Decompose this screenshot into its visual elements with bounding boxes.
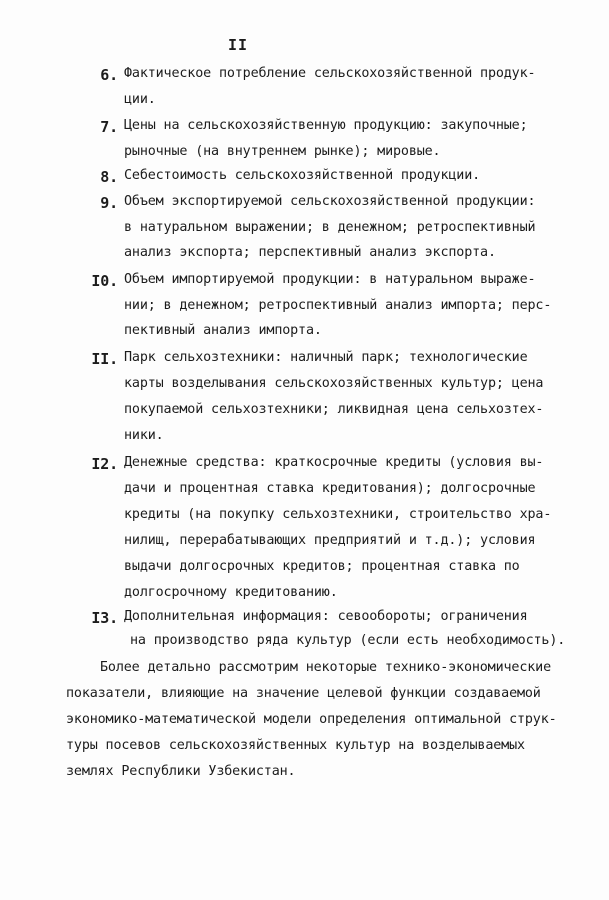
- list-item-line: Парк сельхозтехники: наличный парк; технологические: [124, 350, 528, 365]
- list-item-line: рыночные (на внутреннем рынке); мировые.: [124, 144, 441, 159]
- list-item-line: дачи и процентная ставка кредитования); долгосрочные: [124, 481, 536, 496]
- list-item-line: Фактическое потребление сельскохозяйственной продук-: [124, 66, 536, 81]
- list-item-number: I0.: [91, 272, 118, 290]
- list-item-line: нилищ, перерабатывающих предприятий и т.д.); условия: [124, 533, 536, 548]
- list-item-line: анализ экспорта; перспективный анализ экспорта.: [124, 245, 496, 260]
- list-item-line: ники.: [124, 428, 164, 443]
- page-number: II: [228, 36, 249, 54]
- list-item-number: I3.: [91, 609, 118, 627]
- list-item-line: Денежные средства: краткосрочные кредиты (условия вы-: [124, 455, 544, 470]
- list-item-line: Дополнительная информация: севообороты; ограничения: [124, 609, 528, 624]
- list-item-number: II.: [91, 350, 118, 368]
- list-item-line: ции.: [124, 92, 156, 107]
- list-item-line: пективный анализ импорта.: [124, 323, 322, 338]
- paragraph-line: Более детально рассмотрим некоторые технико-экономические: [100, 660, 551, 675]
- list-item-number: 6.: [100, 66, 118, 84]
- list-item-line: Себестоимость сельскохозяйственной продукции.: [124, 168, 481, 183]
- list-item-line: выдачи долгосрочных кредитов; процентная ставка по: [124, 559, 520, 574]
- list-item-line: карты возделывания сельскохозяйственных культур; цена: [124, 376, 544, 391]
- list-item-line: Объем экспортируемой сельскохозяйственной продукции:: [124, 194, 536, 209]
- list-item-line: нии; в денежном; ретроспективный анализ импорта; перс-: [124, 298, 552, 313]
- paragraph-line: экономико-математической модели определения оптимальной струк-: [66, 712, 557, 727]
- paragraph-line: туры посевов сельскохозяйственных культур на возделываемых: [66, 738, 525, 753]
- list-item-number: I2.: [91, 455, 118, 473]
- paragraph-line: землях Республики Узбекистан.: [66, 764, 296, 779]
- list-item-number: 9.: [100, 194, 118, 212]
- list-item-number: 8.: [100, 168, 118, 186]
- list-item-line: на производство ряда культур (если есть необходимость).: [130, 633, 566, 648]
- list-item-line: покупаемой сельхозтехники; ликвидная цена сельхозтех-: [124, 402, 544, 417]
- list-item-line: Объем импортируемой продукции: в натуральном выраже-: [124, 272, 536, 287]
- list-item-line: в натуральном выражении; в денежном; ретроспективный: [124, 220, 536, 235]
- list-item-line: Цены на сельскохозяйственную продукцию: закупочные;: [124, 118, 528, 133]
- list-item-line: долгосрочному кредитованию.: [124, 585, 338, 600]
- list-item-line: кредиты (на покупку сельхозтехники, строительство хра-: [124, 507, 552, 522]
- list-item-number: 7.: [100, 118, 118, 136]
- paragraph-line: показатели, влияющие на значение целевой функции создаваемой: [66, 686, 541, 701]
